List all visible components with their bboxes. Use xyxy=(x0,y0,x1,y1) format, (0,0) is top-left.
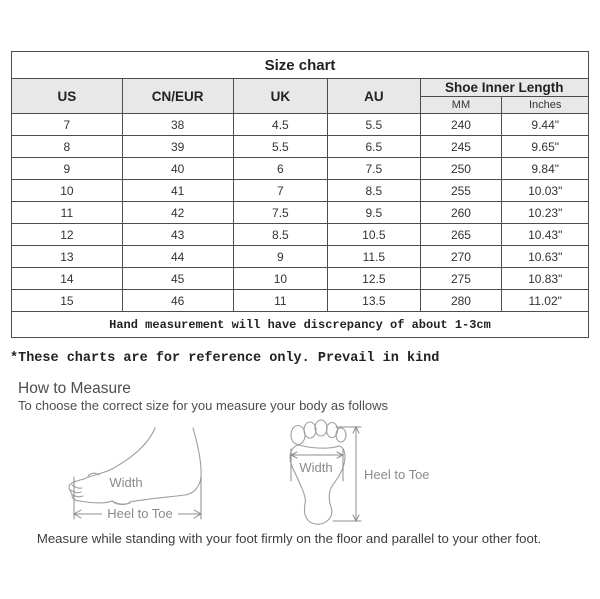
table-cell: 39 xyxy=(122,136,233,158)
table-row xyxy=(12,180,589,202)
table-cell: 11.02" xyxy=(502,290,589,312)
table-cell: 250 xyxy=(420,158,502,180)
table-cell: 10.23" xyxy=(502,202,589,224)
table-cell: 9.44" xyxy=(502,114,589,136)
table-row xyxy=(12,290,589,312)
table-cell: 9 xyxy=(12,158,123,180)
table-cell: 13 xyxy=(12,246,123,268)
table-cell: 10 xyxy=(12,180,123,202)
reference-note: *These charts are for reference only. Prevail in kind xyxy=(10,351,440,366)
col-header-inches: Inches xyxy=(502,97,589,114)
table-cell: 38 xyxy=(122,114,233,136)
table-row xyxy=(12,158,589,180)
foot-outline xyxy=(69,428,201,505)
table-cell: 240 xyxy=(420,114,502,136)
table-cell: 260 xyxy=(420,202,502,224)
table-cell: 11 xyxy=(233,290,328,312)
table-cell: 7.5 xyxy=(233,202,328,224)
table-cell: 10.83" xyxy=(502,268,589,290)
width-label: Width xyxy=(299,460,333,475)
table-cell: 43 xyxy=(122,224,233,246)
toe xyxy=(315,420,327,436)
table-row xyxy=(12,202,589,224)
col-header-mm: MM xyxy=(420,97,502,114)
table-cell: 45 xyxy=(122,268,233,290)
table-cell: 10.43" xyxy=(502,224,589,246)
table-cell: 12 xyxy=(12,224,123,246)
table-cell: 7 xyxy=(233,180,328,202)
how-to-measure-subtitle: To choose the correct size for you measure your body as follows xyxy=(18,398,388,413)
table-cell: 42 xyxy=(122,202,233,224)
how-to-measure-title: How to Measure xyxy=(18,380,131,397)
col-header-inner-length: Shoe Inner Length xyxy=(420,79,589,97)
table-cell: 10.63" xyxy=(502,246,589,268)
toe-line xyxy=(71,490,81,493)
col-header-au: AU xyxy=(328,79,420,114)
foot-top-view-diagram xyxy=(283,413,458,538)
table-cell: 245 xyxy=(420,136,502,158)
size-chart-table xyxy=(11,51,589,338)
table-cell: 41 xyxy=(122,180,233,202)
little-toe xyxy=(336,428,346,442)
table-footnote-row xyxy=(12,312,589,338)
table-cell: 9 xyxy=(233,246,328,268)
table-title: Size chart xyxy=(12,52,589,79)
table-cell: 13.5 xyxy=(328,290,420,312)
table-cell: 44 xyxy=(122,246,233,268)
measure-caption: Measure while standing with your foot firmly on the floor and parallel to your other foot. xyxy=(36,531,542,546)
toe xyxy=(304,422,316,438)
foot-side-view-diagram xyxy=(60,417,210,525)
heel-to-toe-label: Heel to Toe xyxy=(107,506,173,521)
table-cell: 8 xyxy=(12,136,123,158)
table-cell: 7 xyxy=(12,114,123,136)
table-cell: 5.5 xyxy=(328,114,420,136)
col-header-us: US xyxy=(12,79,123,114)
table-cell: 8.5 xyxy=(328,180,420,202)
table-cell: 255 xyxy=(420,180,502,202)
table-cell: 10.5 xyxy=(328,224,420,246)
table-cell: 4.5 xyxy=(233,114,328,136)
table-cell: 9.5 xyxy=(328,202,420,224)
table-cell: 270 xyxy=(420,246,502,268)
col-header-cneur: CN/EUR xyxy=(122,79,233,114)
table-cell: 46 xyxy=(122,290,233,312)
table-cell: 11 xyxy=(12,202,123,224)
table-row xyxy=(12,268,589,290)
table-footnote: Hand measurement will have discrepancy of about 1-3cm xyxy=(12,312,589,338)
table-cell: 8.5 xyxy=(233,224,328,246)
table-row xyxy=(12,114,589,136)
table-cell: 9.84" xyxy=(502,158,589,180)
table-cell: 6.5 xyxy=(328,136,420,158)
col-header-uk: UK xyxy=(233,79,328,114)
table-cell: 9.65" xyxy=(502,136,589,158)
table-cell: 265 xyxy=(420,224,502,246)
table-cell: 11.5 xyxy=(328,246,420,268)
table-header-row xyxy=(12,79,589,97)
table-cell: 14 xyxy=(12,268,123,290)
table-title-row xyxy=(12,52,589,79)
width-label: Width xyxy=(109,475,143,490)
table-cell: 40 xyxy=(122,158,233,180)
footprint-outline xyxy=(290,445,345,524)
table-cell: 5.5 xyxy=(233,136,328,158)
table-row xyxy=(12,224,589,246)
table-cell: 10 xyxy=(233,268,328,290)
table-cell: 10.03" xyxy=(502,180,589,202)
table-row xyxy=(12,136,589,158)
ball-line xyxy=(112,501,130,504)
table-cell: 275 xyxy=(420,268,502,290)
big-toe xyxy=(291,426,305,445)
heel-to-toe-label: Heel to Toe xyxy=(364,467,430,482)
table-cell: 7.5 xyxy=(328,158,420,180)
table-row xyxy=(12,246,589,268)
table-cell: 280 xyxy=(420,290,502,312)
table-cell: 6 xyxy=(233,158,328,180)
table-cell: 15 xyxy=(12,290,123,312)
table-cell: 12.5 xyxy=(328,268,420,290)
